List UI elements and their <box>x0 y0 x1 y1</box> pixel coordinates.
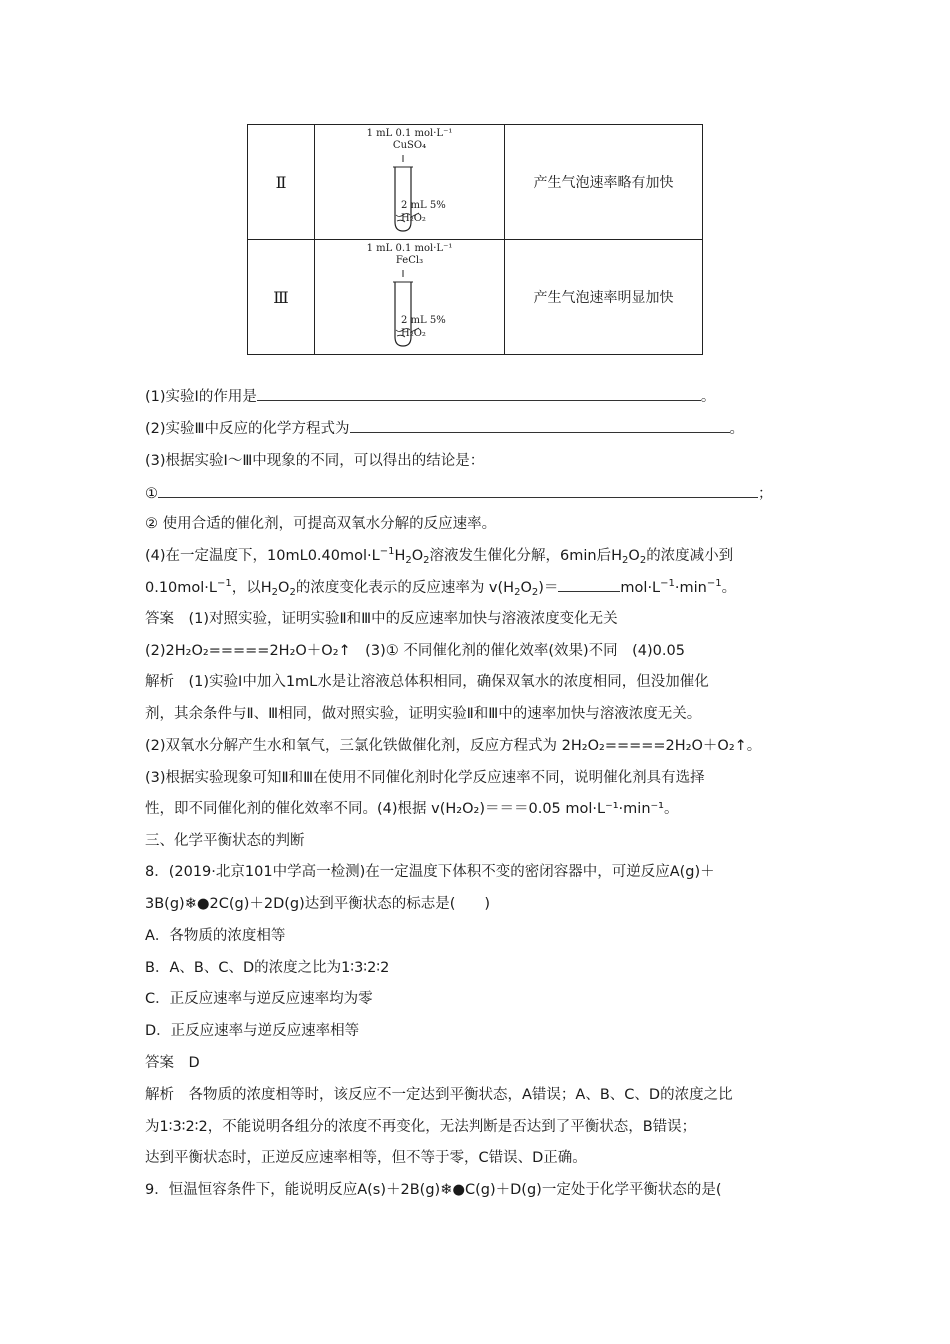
superscript: −1 <box>379 546 395 557</box>
answer-blank[interactable] <box>257 386 701 401</box>
experiment-label: Ⅲ <box>248 240 315 355</box>
text: 。 <box>721 580 737 596</box>
superscript: −1 <box>217 578 232 589</box>
reagent-amount: 1 mL 0.1 mol·L⁻¹ <box>366 243 453 254</box>
question-text: (2)实验Ⅲ中反应的化学方程式为 <box>145 421 350 437</box>
analysis-line-5: 性，即不同催化剂的催化效率不同。(4)根据 v(H₂O₂)＝＝＝0.05 mol·L⁻¹·min⁻¹。 <box>145 801 679 817</box>
reagent-amount: 1 mL 0.1 mol·L⁻¹ <box>366 128 453 139</box>
apparatus-cell <box>315 240 505 355</box>
text: H <box>394 548 406 564</box>
question-4-line-1 <box>145 546 733 566</box>
question-3: (3)根据实验Ⅰ～Ⅲ中现象的不同，可以得出的结论是： <box>145 453 485 469</box>
reagent-name: CuSO₄ <box>392 140 427 151</box>
h2o2-name: H₂O₂ <box>401 213 426 224</box>
answer-blank[interactable] <box>350 418 730 433</box>
subscript: 2 <box>514 587 521 598</box>
answer-8: 答案 D <box>145 1055 200 1071</box>
subscript: 2 <box>531 587 539 598</box>
subscript: 2 <box>405 555 412 566</box>
analysis-line-1: 解析 (1)实验Ⅰ中加入1mL水是让溶液总体积相同，确保双氧水的浓度相同，但没加催化 <box>145 674 709 690</box>
subscript: 2 <box>622 555 629 566</box>
subscript: 2 <box>639 555 647 566</box>
analysis-8-line-1: 解析 各物质的浓度相等时，该反应不一定达到平衡状态，A错误；A、B、C、D的浓度之比 <box>145 1087 733 1103</box>
item-marker: ① <box>145 486 158 502</box>
h2o2-amount: 2 mL 5% <box>401 200 446 211</box>
analysis-8-line-3: 达到平衡状态时，正逆反应速率相等，但不等于零，C错误、D正确。 <box>145 1150 587 1166</box>
h2o2-name: H₂O₂ <box>401 328 426 339</box>
subscript: 2 <box>289 587 296 598</box>
text: O <box>278 580 290 596</box>
reagent-name: FeCl₃ <box>395 255 424 266</box>
answer-line-2: (2)2H₂O₂=====2H₂O＋O₂↑ (3)① 不同催化剂的催化效率(效果)不同 (4)0.05 <box>145 643 685 659</box>
analysis-line-4: (3)根据实验现象可知Ⅱ和Ⅲ在使用不同催化剂时化学反应速率不同，说明催化剂具有选择 <box>145 770 705 786</box>
answer-blank[interactable] <box>558 577 620 592</box>
table-row <box>248 125 703 240</box>
subscript: 2 <box>423 555 430 566</box>
option-c: C．正反应速率与逆反应速率均为零 <box>145 991 373 1007</box>
analysis-line-3: (2)双氧水分解产生水和氧气，三氯化铁做催化剂，反应方程式为 2H₂O₂=====2H₂O＋O₂↑。 <box>145 738 762 754</box>
experiment-table <box>247 124 703 355</box>
subscript: 2 <box>271 587 279 598</box>
punctuation: 。 <box>700 389 716 405</box>
question-2 <box>145 418 744 439</box>
text: 的浓度减小到 <box>646 548 734 564</box>
option-b: B．A、B、C、D的浓度之比为1∶3∶2∶2 <box>145 960 390 976</box>
answer-blank[interactable] <box>158 483 758 498</box>
text: 溶液发生催化分解，6min后H <box>429 548 623 564</box>
text: 的浓度变化表示的反应速率为 v(H <box>295 580 515 596</box>
observation-cell: 产生气泡速率略有加快 <box>505 125 703 240</box>
test-tube-figure <box>315 125 504 239</box>
text: O <box>520 580 532 596</box>
answer-line-1: 答案 (1)对照实验，证明实验Ⅱ和Ⅲ中的反应速率加快与溶液浓度变化无关 <box>145 611 618 627</box>
text: mol·L <box>620 580 661 596</box>
h2o2-amount: 2 mL 5% <box>401 315 446 326</box>
text: )＝ <box>538 580 559 596</box>
apparatus-cell <box>315 125 505 240</box>
observation-cell: 产生气泡速率明显加快 <box>505 240 703 355</box>
question-8-line-1: 8．(2019·北京101中学高一检测)在一定温度下体积不变的密闭容器中，可逆反应A(g)＋ <box>145 864 715 880</box>
question-1 <box>145 386 715 407</box>
punctuation: ； <box>758 486 773 502</box>
analysis-8-line-2: 为1∶3∶2∶2，不能说明各组分的浓度不再变化，无法判断是否达到了平衡状态，B错误； <box>145 1119 697 1135</box>
option-a: A．各物质的浓度相等 <box>145 928 286 944</box>
text: 0.10mol·L <box>145 580 217 596</box>
text: ，以H <box>231 580 272 596</box>
question-4-line-2 <box>145 577 736 598</box>
experiment-label: Ⅱ <box>248 125 315 240</box>
punctuation: 。 <box>729 421 745 437</box>
text: O <box>411 548 424 564</box>
superscript: −1 <box>660 578 675 589</box>
section-title: 三、化学平衡状态的判断 <box>145 833 305 849</box>
analysis-line-2: 剂，其余条件与Ⅱ、Ⅲ相同，做对照实验，证明实验Ⅱ和Ⅲ中的速率加快与溶液浓度无关。 <box>145 706 702 722</box>
table-row <box>248 240 703 355</box>
superscript: −1 <box>706 578 722 589</box>
question-3-item-2: ② 使用合适的催化剂，可提高双氧水分解的反应速率。 <box>145 516 497 532</box>
test-tube-figure <box>315 240 504 354</box>
option-d: D．正反应速率与逆反应速率相等 <box>145 1023 360 1039</box>
question-text: (1)实验Ⅰ的作用是 <box>145 389 257 405</box>
text: O <box>628 548 640 564</box>
text: ·min <box>674 580 707 596</box>
question-3-item-1 <box>145 483 773 504</box>
question-9-line-1: 9．恒温恒容条件下，能说明反应A(s)＋2B(g)❄●C(g)＋D(g)一定处于化学平衡状态的是( <box>145 1182 722 1198</box>
question-8-line-2: 3B(g)❄●2C(g)＋2D(g)达到平衡状态的标志是( ) <box>145 896 491 912</box>
text: (4)在一定温度下，10mL0.40mol·L <box>145 548 380 564</box>
